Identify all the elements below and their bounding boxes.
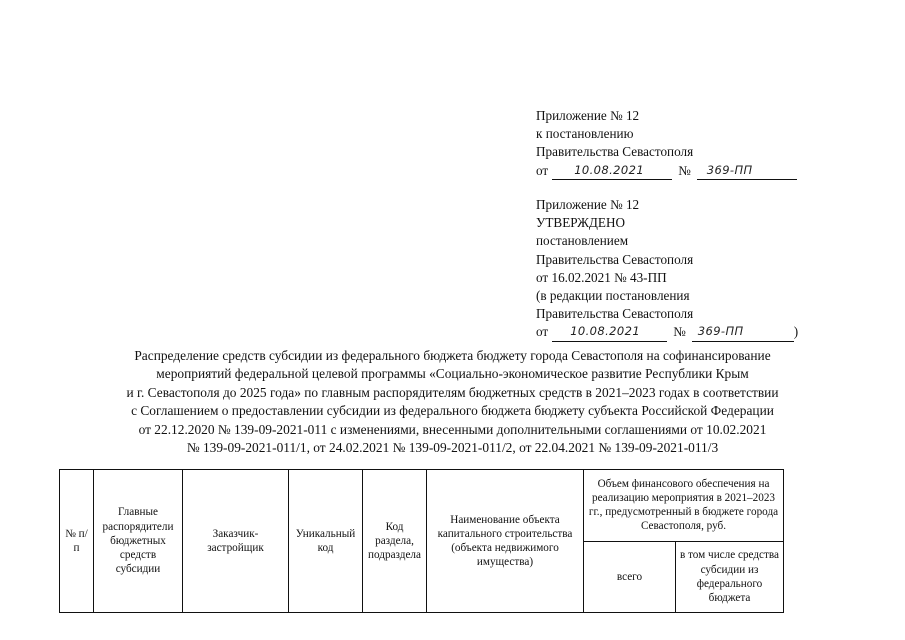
handwritten-number: 369-ПП: [706, 162, 753, 177]
handwritten-number: 369-ПП: [697, 324, 744, 339]
document-title: [40, 347, 865, 457]
number-sign: №: [678, 162, 691, 178]
attachment-2-date-line: [536, 323, 798, 341]
title-line: мероприятий федеральной целевой программы «Социально-экономическое развитие Республики Крым: [156, 366, 749, 382]
closing-parenthesis: ): [793, 324, 799, 340]
attachment-2-line: постановлением: [536, 233, 629, 249]
header-total: всего: [584, 541, 676, 613]
title-line: от 22.12.2020 № 139-09-2021-011 с изменениями, внесенными дополнительными соглашениями от 10.02.2021: [138, 421, 767, 437]
subsidy-distribution-table: [59, 469, 784, 613]
header-financing: Объем финансового обеспечения на реализацию мероприятия в 2021–2023 гг., предусмотренный в бюджете города Севастополя, руб.: [584, 470, 784, 542]
header-num: № п/п: [60, 470, 94, 613]
number-field: [692, 326, 794, 342]
title-line: с Соглашением о предоставлении субсидии из федерального бюджета бюджету субъекта Российской Федерации: [131, 403, 774, 419]
header-distributors: Главные распорядители бюджетных средств субсидии: [94, 470, 183, 613]
title-line: Распределение средств субсидии из федерального бюджета бюджету города Севастополя на софинансирование: [134, 348, 771, 363]
title-line: № 139-09-2021-011/1, от 24.02.2021 № 139-09-2021-011/2, от 22.04.2021 № 139-09-2021-011/3: [186, 440, 719, 456]
header-customer: Заказчик-застройщик: [183, 470, 289, 613]
table-header-row: [60, 470, 784, 542]
attachment-1-line: Правительства Севастополя: [536, 144, 694, 160]
attachment-1-line: к постановлению: [536, 126, 634, 142]
handwritten-date: 10.08.2021: [574, 162, 645, 177]
attachment-2-line: Правительства Севастополя: [536, 306, 694, 322]
header-federal: в том числе средства субсидии из федерального бюджета: [676, 541, 784, 613]
attachment-2-line: Приложение № 12: [536, 197, 640, 212]
handwritten-date: 10.08.2021: [570, 324, 641, 339]
header-unique-code: Уникальный код: [289, 470, 363, 613]
header-object-name: Наименование объекта капитального строительства (объекта недвижимого имущества): [427, 470, 584, 613]
attachment-header-2: [536, 196, 798, 342]
attachment-2-line: от 16.02.2021 № 43-ПП: [536, 269, 667, 285]
date-prefix: от: [536, 324, 549, 340]
attachment-1-line: Приложение № 12: [536, 108, 640, 123]
attachment-header-1: [536, 107, 797, 180]
attachment-2-line: УТВЕРЖДЕНО: [536, 215, 626, 231]
number-sign: №: [673, 324, 686, 340]
title-line: и г. Севастополя до 2025 года» по главным распорядителям бюджетных средств в 2021–2023 годах в соответствии: [126, 384, 779, 400]
date-field: [552, 326, 667, 342]
attachment-1-date-line: [536, 162, 797, 180]
attachment-2-line: (в редакции постановления: [536, 288, 690, 304]
date-prefix: от: [536, 162, 549, 178]
date-field: [552, 164, 672, 180]
number-field: [697, 164, 797, 180]
header-section-code: Код раздела, подраздела: [363, 470, 427, 613]
attachment-2-line: Правительства Севастополя: [536, 251, 694, 267]
